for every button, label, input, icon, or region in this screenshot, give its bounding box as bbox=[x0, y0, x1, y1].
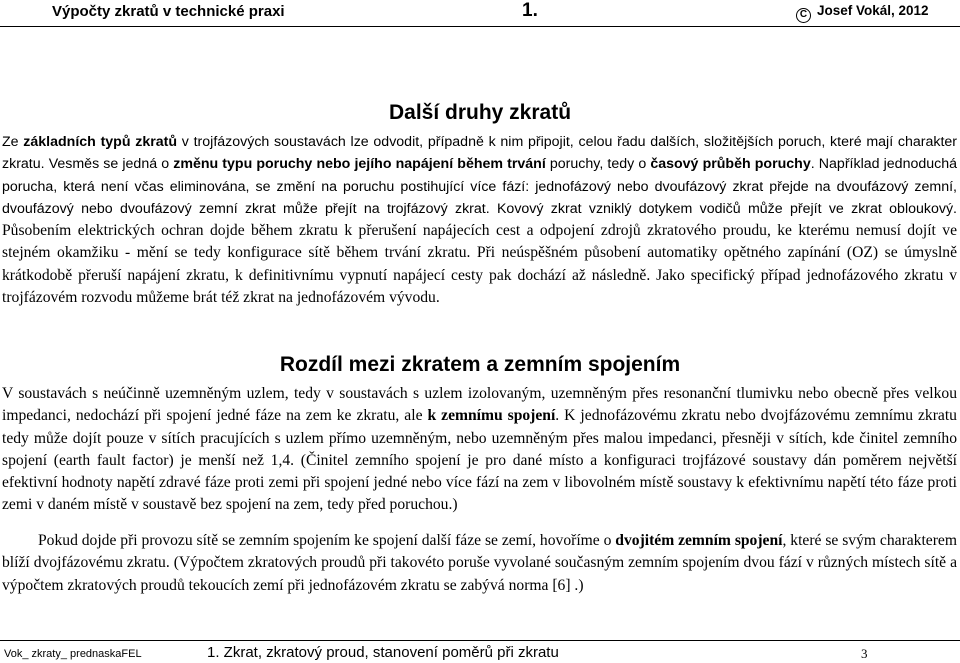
copyright-icon: C bbox=[796, 8, 811, 23]
header-author bbox=[796, 3, 929, 23]
footer-filename: Vok_ zkraty_ prednaskaFEL bbox=[4, 648, 142, 660]
header-document-title: Výpočty zkratů v technické praxi bbox=[52, 3, 285, 20]
footer-rule bbox=[0, 640, 960, 641]
section-heading-short-vs-earth-fault: Rozdíl mezi zkratem a zemním spojením bbox=[279, 353, 681, 376]
footer-page-number: 3 bbox=[861, 646, 868, 661]
paragraph-other-faults: Ze základních typů zkratů v trojfázových soustavách lze odvodit, případně k nim připojit, celou řadu dalších, složitějších poruch, které mají charakter zkratu. Vesměs se jedná o změnu typu poruchy nebo jejího napájení během trvání poruchy, tedy o časový průběh poruchy. Například jednoduchá porucha, která není včas eliminována, se změní na poruchu postihující více fází: jednofázový nebo dvoufázový zkrat přejde na dvoufázový zemní, dvoufázový nebo dvoufázový zemní zkrat může přejít na trojfázový zkrat. Kovový zkrat vzniklý dotykem vodičů může přejít ve zkrat obloukový. Působením elektrických ochran dojde během zkratu k přerušení napájecích cest a odpojení zdrojů zkratového proudu, ke kterému nemusí dojít ve stejném okamžiku - mění se tedy konfigurace sítě během trvání zkratu. Při neúspěšném působení automatiky opětného zapínání (OZ) se úmyslně krátkodobě přeruší napájení zkratu, k definitivnímu vypnutí napájecí cesty pak dochází až následně. Jako specifický případ jednofázového zkratu v trojfázovém rozvodu můžeme brát též zkrat na jednofázovém vývodu. bbox=[2, 134, 958, 307]
footer-chapter-title: 1. Zkrat, zkratový proud, stanovení poměrů při zkratu bbox=[207, 644, 559, 661]
paragraph-short-vs-earth-fault: V soustavách s neúčinně uzemněným uzlem, tedy v soustavách s uzlem izolovaným, uzemněným přes resonanční tlumivku nebo obecně přes velkou impedanci, nedochází při spojení jedné fáze na zem ke zkratu, ale k zemnímu spojení. K jednofázovému zkratu nebo dvojfázovému zemnímu zkratu tedy může dojít pouze v sítích pracujících s uzlem přímo uzemněným, nebo uzemněným přes malou impedanci, přesněji v sítích, kde činitel zemního spojení (earth fault factor) je menší než 1,4. (Činitel zemního spojení je pro dané místo a konfiguraci trojfázové soustavy dán poměrem největší efektivní hodnoty napětí zdravé fáze proti zemi při spojení jedné nebo více fází na zem v libovolném místě soustavy k efektivnímu napětí této fáze proti zemi v daném místě v soustavě bez spojení na zem, tedy před poruchou.) bbox=[2, 385, 957, 514]
header-author-name: Josef Vokál, 2012 bbox=[817, 3, 929, 18]
header-rule bbox=[0, 26, 960, 27]
page-footer bbox=[0, 640, 960, 663]
paragraph-double-earth-fault: Pokud dojde při provozu sítě se zemním spojením ke spojení další fáze se zemí, hovoříme o dvojitém zemním spojení, které se svým charakterem blíží dvojfázovému zkratu. (Výpočtem zkratových proudů při takovéto poruše vyvolané současným zemním spojením dvou fází v různých místech sítě a výpočtem zkratových proudů tekoucích zemí při jednofázovém zkratu se zabývá norma [6] .) bbox=[2, 532, 957, 594]
page-header bbox=[0, 0, 960, 22]
header-chapter-number: 1. bbox=[522, 0, 538, 21]
section-heading-other-faults: Další druhy zkratů bbox=[388, 101, 572, 124]
